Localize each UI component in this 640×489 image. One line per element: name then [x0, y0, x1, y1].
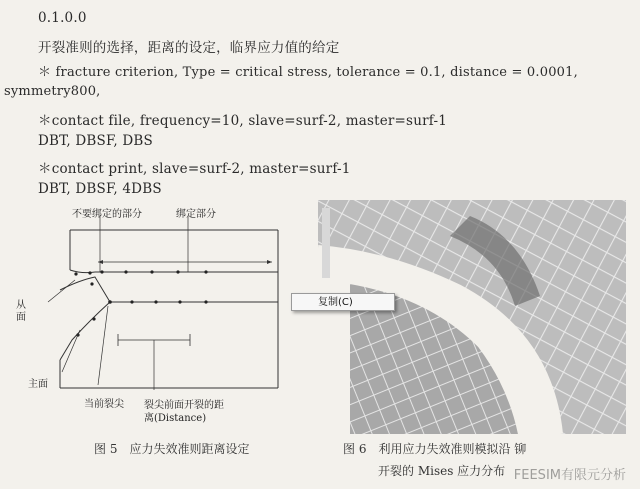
text-line-7: ＊contact print, slave=surf-2, master=surf-1 — [38, 161, 351, 177]
figure6-caption-line1: 图 6 利用应力失效准则模拟沿 铆 — [343, 442, 527, 456]
text-line-1: 0.1.0.0 — [38, 10, 87, 26]
text-line-4: symmetry800, — [4, 84, 101, 99]
label-distance-1: 裂尖前面开裂的距 — [144, 400, 224, 411]
figure5-caption: 图 5 应力失效准则距离设定 — [94, 442, 250, 456]
text-line-3: ＊ fracture criterion, Type = critical stress, tolerance = 0.1, distance = 0.0001, — [38, 65, 578, 80]
text-line-2: 开裂准则的选择，距离的设定，临界应力值的给定 — [38, 40, 340, 56]
context-menu-copy-item[interactable]: 复制(C) — [291, 293, 395, 311]
label-distance-2: 离(Distance) — [144, 413, 207, 424]
figure6-caption-line2: 开裂的 Mises 应力分布 — [378, 464, 506, 478]
text-line-5: ＊contact file, frequency=10, slave=surf-2, master=surf-1 — [38, 113, 448, 129]
watermark: FEESIM有限元分析 — [513, 468, 626, 483]
text-line-8: DBT, DBSF, 4DBS — [38, 181, 162, 197]
figure5-diagram — [20, 200, 310, 420]
label-master-surface: 主面 — [28, 379, 48, 390]
label-bond: 绑定部分 — [176, 209, 216, 220]
figure6-stress-plot — [310, 196, 626, 434]
text-line-6: DBT, DBSF, DBS — [38, 133, 153, 149]
label-no-bond: 不要绑定的部分 — [72, 209, 142, 220]
label-crack-tip: 当前裂尖 — [84, 399, 124, 410]
label-slave-surface: 从 面 — [16, 300, 26, 323]
